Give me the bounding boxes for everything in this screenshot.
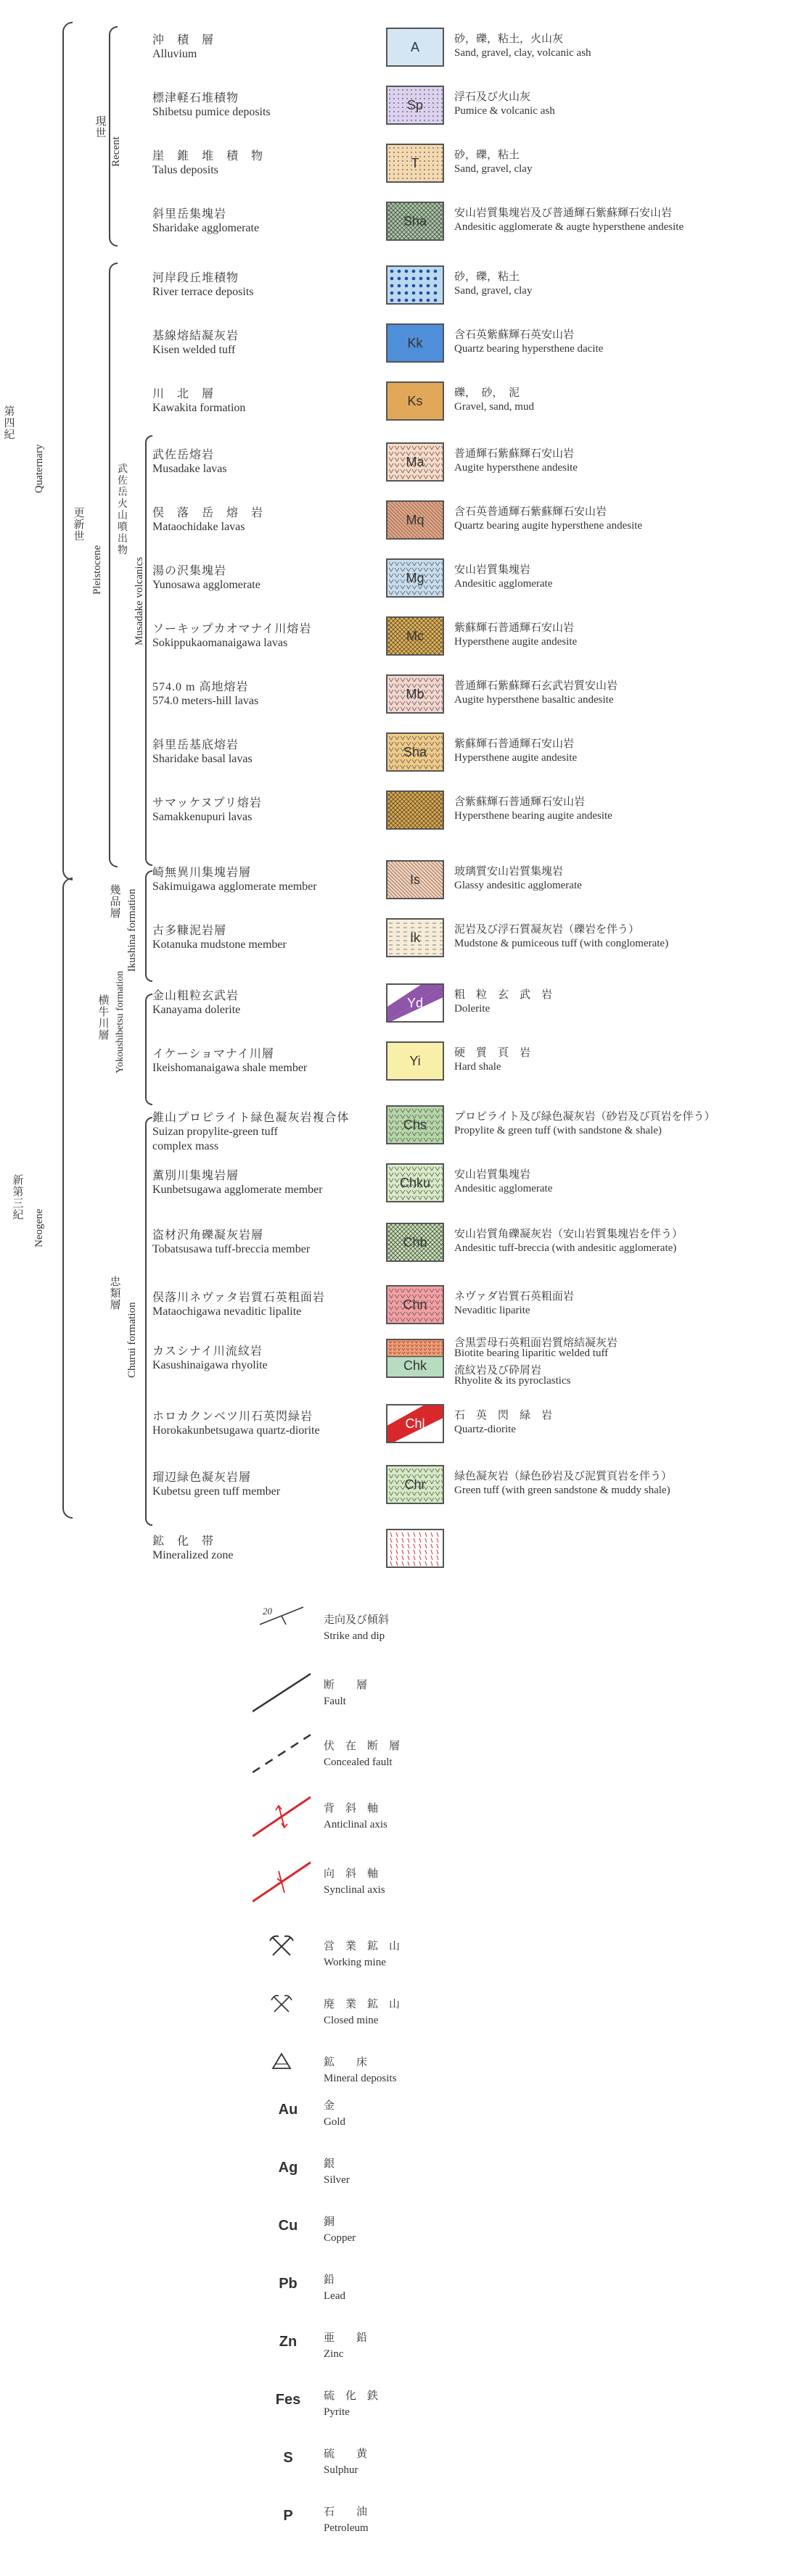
unit-desc-jp: 硬 質 頁 岩 <box>454 1047 531 1059</box>
unit-swatch <box>386 144 444 183</box>
unit-desc-en: Andesitic agglomerate <box>454 1183 553 1194</box>
unit-swatch <box>386 674 444 714</box>
unit-desc-en: Propylite & green tuff (with sandstone & shale) <box>454 1125 662 1136</box>
unit-symbol: Sha <box>403 744 427 759</box>
symbol-row <box>0 1791 804 1857</box>
legend-row <box>0 1041 804 1088</box>
unit-name-en: Sakimuigawa agglomerate member <box>152 880 317 893</box>
unit-desc-en: Glassy andesitic agglomerate <box>454 880 582 891</box>
unit-symbol: Chs <box>403 1117 427 1132</box>
unit-name-en: Kanayama dolerite <box>152 1004 241 1016</box>
recent-jp-label: 現世 <box>95 116 107 139</box>
unit-name-jp: 古多糠泥岩層 <box>152 925 227 937</box>
legend-row <box>0 202 804 248</box>
unit-name-jp: 瑠辺緑色凝灰岩層 <box>152 1471 252 1484</box>
legend-row <box>0 1529 804 1575</box>
unit-name-jp: ソーキップカオマナイ川熔岩 <box>152 623 312 635</box>
unit-desc-en-2: Rhyolite & its pyroclastics <box>454 1375 571 1387</box>
symbol-row <box>0 1987 804 2052</box>
symbol-label-en: Lead <box>324 2290 345 2302</box>
unit-symbol: Mg <box>406 570 424 585</box>
unit-swatch <box>386 1041 444 1081</box>
unit-name-jp: ホロカクンベツ川石英閃緑岩 <box>152 1411 313 1423</box>
legend-row <box>0 1163 804 1210</box>
element-symbol: Ag <box>278 2160 298 2176</box>
unit-swatch <box>386 1529 444 1568</box>
symbol-label-jp: 鉱 床 <box>324 2057 368 2068</box>
unit-desc-en: Hypersthene augite andesite <box>454 636 578 648</box>
legend-row <box>0 860 804 907</box>
unit-desc-jp: 安山岩質集塊岩 <box>454 564 531 576</box>
unit-name-en: Mataochidake lavas <box>152 521 245 533</box>
unit-name-jp: 基線熔結凝灰岩 <box>152 330 239 342</box>
legend-row <box>0 918 804 965</box>
symbol-row <box>0 1668 804 1733</box>
unit-swatch <box>386 1465 444 1504</box>
dip-value: 20 <box>263 1606 272 1617</box>
unit-name-jp: 錐山プロピライト緑色凝灰岩複合体 <box>152 1112 350 1124</box>
unit-desc-jp: 紫蘇輝石普通輝石安山岩 <box>454 738 575 750</box>
symbol-label-jp: 伏 在 断 層 <box>324 1741 401 1752</box>
unit-desc-jp: 含石英紫蘇輝石英安山岩 <box>454 329 575 341</box>
unit-swatch <box>386 1105 444 1144</box>
unit-swatch <box>386 381 444 421</box>
symbol-row <box>0 2205 804 2270</box>
unit-desc-jp: 安山岩質角礫凝灰岩（安山岩質集塊岩を伴う） <box>454 1229 684 1240</box>
unit-swatch <box>386 323 444 363</box>
recent-en-label: Recent <box>110 136 122 167</box>
unit-swatch <box>386 86 444 125</box>
unit-name-jp: 河岸段丘堆積物 <box>152 272 239 284</box>
unit-desc-en: Sand, gravel, clay <box>454 285 533 297</box>
legend-row <box>0 983 804 1030</box>
swatch-pattern <box>387 267 443 303</box>
unit-symbol: Mb <box>406 686 424 701</box>
unit-symbol: Mq <box>406 512 424 527</box>
unit-name-en: Talus deposits <box>152 164 218 176</box>
unit-swatch <box>386 732 444 772</box>
legend-row <box>0 558 804 605</box>
churui-en-label: Churui formation <box>126 1302 138 1378</box>
unit-desc-en: Dolerite <box>454 1003 491 1015</box>
symbol-label-jp: 鉛 <box>324 2274 335 2286</box>
unit-desc-en: Andesitic agglomerate & augte hypersthene andesite <box>454 221 684 233</box>
symbol-label-en: Working mine <box>324 1957 386 1968</box>
symbol-label-jp: 石 油 <box>324 2506 368 2518</box>
unit-name-jp: 武佐岳熔岩 <box>152 449 215 461</box>
unit-swatch <box>386 1404 444 1443</box>
symbol-label-en: Gold <box>324 2116 345 2128</box>
symbol-label-jp: 廃 業 鉱 山 <box>324 1999 401 2010</box>
unit-swatch <box>386 860 444 899</box>
legend-row <box>0 381 804 428</box>
unit-desc-jp: 普通輝石紫蘇輝石玄武岩質安山岩 <box>454 680 618 692</box>
symbol-label-en: Pyrite <box>324 2406 350 2418</box>
legend-row <box>0 616 804 663</box>
unit-swatch <box>386 442 444 482</box>
legend-row <box>0 790 804 837</box>
unit-name-en: Sharidake agglomerate <box>152 222 260 234</box>
unit-name-en: Mineralized zone <box>152 1549 234 1561</box>
unit-name-en: Yunosawa agglomerate <box>152 579 261 591</box>
unit-name-jp: イケーショマナイ川層 <box>152 1048 274 1060</box>
unit-desc-jp: 泥岩及び浮石質凝灰岩（礫岩を伴う） <box>454 924 640 936</box>
unit-desc-jp: 紫蘇輝石普通輝石安山岩 <box>454 622 575 634</box>
symbol-label-jp: 硫 化 鉄 <box>324 2390 379 2402</box>
symbol-row <box>0 1857 804 1922</box>
unit-name-jp: 崖 錐 堆 積 物 <box>152 150 264 162</box>
unit-desc-en: Nevaditic liparite <box>454 1305 530 1316</box>
legend-row <box>0 1404 804 1450</box>
unit-name-jp: 崎無異川集塊岩層 <box>152 867 252 879</box>
musadake-jp-label: 武佐岳火山噴出物 <box>118 464 128 556</box>
unit-name-en: Kunbetsugawa agglomerate member <box>152 1184 323 1196</box>
unit-symbol: T <box>411 155 419 170</box>
unit-name-jp: 川 北 層 <box>152 388 215 400</box>
symbol-row <box>0 2147 804 2212</box>
unit-desc-jp: 浮石及び火山灰 <box>454 91 531 103</box>
symbol-label-jp: 銀 <box>324 2158 335 2170</box>
symbol-label-en: Petroleum <box>324 2522 369 2534</box>
legend-row <box>0 732 804 779</box>
unit-name-en: Kisen welded tuff <box>152 344 236 356</box>
symbol-label-en: Anticlinal axis <box>324 1819 387 1830</box>
element-symbol: S <box>283 2450 293 2466</box>
unit-name-jp: カスシナイ川流紋岩 <box>152 1345 263 1358</box>
unit-desc-en: Green tuff (with green sandstone & muddy shale) <box>454 1485 670 1496</box>
unit-symbol: Ks <box>407 393 423 408</box>
element-symbol: P <box>283 2508 293 2524</box>
unit-name-jp: サマッケヌプリ熔岩 <box>152 797 262 809</box>
unit-desc-jp: 玻璃質安山岩質集塊岩 <box>454 866 564 878</box>
unit-name-en: Sokippukaomanaigawa lavas <box>152 637 288 649</box>
unit-desc-en: Quartz-diorite <box>454 1424 516 1435</box>
element-symbol: Pb <box>279 2276 298 2292</box>
ikushina-jp-label: 幾品層 <box>110 885 121 920</box>
unit-symbol: Chk <box>403 1358 427 1373</box>
unit-name-en: Kawakita formation <box>152 402 246 414</box>
symbol-row <box>0 2437 804 2502</box>
unit-symbol: Chku <box>399 1175 431 1190</box>
symbol-label-en: Silver <box>324 2174 350 2186</box>
unit-symbol: Sp <box>406 97 424 112</box>
unit-name-jp: 斜里岳集塊岩 <box>152 208 227 220</box>
unit-desc-jp: 含紫蘇輝石普通輝石安山岩 <box>454 796 586 808</box>
symbol-label-jp: 亜 鉛 <box>324 2332 368 2344</box>
unit-name-en: Alluvium <box>152 48 197 60</box>
unit-swatch <box>386 918 444 957</box>
legend-row <box>0 265 804 312</box>
unit-desc-en: Augite hypersthene basaltic andesite <box>454 694 614 706</box>
unit-desc-jp: 含黒雲母石英粗面岩質熔結凝灰岩 <box>454 1337 618 1349</box>
unit-desc-jp: 石 英 閃 緑 岩 <box>454 1410 553 1421</box>
unit-name-en: Ikeishomanaigawa shale member <box>152 1062 308 1074</box>
unit-desc-jp: 緑色凝灰岩（緑色砂岩及び泥質頁岩を伴う） <box>454 1471 673 1482</box>
unit-swatch <box>386 265 444 305</box>
unit-symbol: Chb <box>403 1234 427 1250</box>
unit-name-en: Kasushinaigawa rhyolite <box>152 1359 268 1371</box>
unit-symbol: Yi <box>409 1053 421 1068</box>
neogene-en-label: Neogene <box>33 1208 45 1247</box>
pleistocene-jp-label: 更新世 <box>73 508 85 542</box>
legend-row <box>0 1339 804 1385</box>
unit-symbol: Chr <box>404 1477 426 1492</box>
unit-desc-en: Biotite bearing liparitic welded tuff <box>454 1347 609 1359</box>
symbol-row <box>0 1603 804 1668</box>
symbol-row <box>0 1929 804 1994</box>
unit-name-en-2: complex mass <box>152 1140 219 1152</box>
unit-name-en: Samakkenupuri lavas <box>152 811 253 823</box>
unit-name-jp: 薫別川集塊岩層 <box>152 1170 239 1182</box>
unit-desc-jp: 砂，礫，粘土 <box>454 271 520 283</box>
symbol-label-jp: 断 層 <box>324 1680 368 1691</box>
unit-name-en: Kubetsu green tuff member <box>152 1485 281 1498</box>
unit-desc-en: Hypersthene bearing augite andesite <box>454 810 612 822</box>
neogene-jp-label: 新第三紀 <box>12 1175 24 1221</box>
unit-name-jp: 金山粗粒玄武岩 <box>152 990 239 1002</box>
unit-swatch <box>386 500 444 540</box>
unit-symbol: Is <box>409 872 420 887</box>
unit-desc-en: Andesitic agglomerate <box>454 578 553 590</box>
unit-swatch <box>386 1285 444 1324</box>
unit-swatch <box>386 28 444 67</box>
swatch-pattern <box>387 792 443 828</box>
unit-desc-jp: ネヴァダ岩質石英粗面岩 <box>454 1291 574 1303</box>
unit-symbol: Yd <box>406 995 424 1010</box>
symbol-label-en: Strike and dip <box>324 1630 385 1642</box>
symbol-label-en: Concealed fault <box>324 1756 393 1768</box>
legend-row <box>0 28 804 74</box>
element-symbol: Au <box>278 2102 298 2118</box>
unit-name-jp: 標津軽石堆積物 <box>152 92 239 104</box>
symbol-label-en: Synclinal axis <box>324 1884 385 1896</box>
symbol-label-en: Zinc <box>324 2348 344 2360</box>
unit-name-en: Suizan propylite-green tuff <box>152 1126 278 1138</box>
unit-desc-en: Gravel, sand, mud <box>454 401 534 413</box>
legend-row <box>0 86 804 132</box>
yokoushibetsu-jp-label: 横牛川層 <box>98 995 110 1041</box>
unit-swatch <box>386 983 444 1023</box>
unit-symbol: Ik <box>409 930 420 945</box>
unit-desc-en: Mudstone & pumiceous tuff (with conglomerate) <box>454 938 669 949</box>
unit-desc-en: Pumice & volcanic ash <box>454 105 555 117</box>
unit-symbol: Mc <box>406 628 424 643</box>
unit-desc-en: Sand, gravel, clay <box>454 163 533 175</box>
unit-desc-en: Augite hypersthene andesite <box>454 462 578 474</box>
symbol-row <box>0 2263 804 2328</box>
yokoushibetsu-en-label: Yokoushibetsu formation <box>115 970 126 1073</box>
unit-swatch <box>386 1339 444 1378</box>
unit-name-jp: 斜里岳基底熔岩 <box>152 739 239 751</box>
unit-name-en: River terrace deposits <box>152 286 254 298</box>
legend-row <box>0 1465 804 1511</box>
legend-row <box>0 1105 804 1152</box>
symbol-label-en: Copper <box>324 2232 356 2244</box>
unit-desc-en: Andesitic tuff-breccia (with andesitic agglomerate) <box>454 1242 677 1254</box>
unit-desc-jp: 砂，礫，粘土，火山灰 <box>454 33 564 45</box>
unit-swatch <box>386 790 444 830</box>
unit-desc-jp-2: 流紋岩及び砕屑岩 <box>454 1365 542 1376</box>
unit-swatch <box>386 616 444 656</box>
unit-name-en: Musadake lavas <box>152 463 227 475</box>
unit-swatch <box>386 1223 444 1262</box>
unit-symbol: Kk <box>407 335 423 350</box>
symbol-label-jp: 走向及び傾斜 <box>324 1614 390 1626</box>
unit-desc-jp: 含石英普通輝石紫蘇輝石安山岩 <box>454 506 607 518</box>
unit-desc-jp: 粗 粒 玄 武 岩 <box>454 989 553 1001</box>
swatch-pattern <box>387 1530 443 1566</box>
unit-desc-en: Sand, gravel, clay, volcanic ash <box>454 47 591 59</box>
legend-row <box>0 1285 804 1332</box>
unit-name-jp: 俣落川ネヴァタ岩質石英粗面岩 <box>152 1292 325 1304</box>
musadake-en-label: Musadake volcanics <box>134 556 145 645</box>
symbol-label-jp: 硫 黄 <box>324 2448 368 2460</box>
symbol-label-en: Mineral deposits <box>324 2073 397 2084</box>
symbol-label-en: Sulphur <box>324 2464 358 2476</box>
symbol-label-jp: 背 斜 軸 <box>324 1803 379 1815</box>
symbol-row <box>0 2495 804 2560</box>
unit-swatch <box>386 558 444 598</box>
symbol-label-jp: 向 斜 軸 <box>324 1868 379 1880</box>
symbol-label-jp: 銅 <box>324 2216 335 2228</box>
churui-jp-label: 忠類層 <box>110 1276 121 1311</box>
unit-desc-jp: 普通輝石紫蘇輝石安山岩 <box>454 448 575 460</box>
unit-name-jp: 盗材沢角礫凝灰岩層 <box>152 1229 264 1242</box>
symbol-label-jp: 営 業 鉱 山 <box>324 1941 401 1952</box>
unit-name-en: Tobatsusawa tuff-breccia member <box>152 1243 311 1255</box>
element-symbol: Zn <box>279 2334 298 2350</box>
unit-desc-jp: 砂，礫，粘土 <box>454 149 520 161</box>
pleistocene-en-label: Pleistocene <box>91 545 103 595</box>
unit-desc-jp: 礫， 砂， 泥 <box>454 387 520 399</box>
unit-name-jp: 湯の沢集塊岩 <box>152 565 227 577</box>
unit-desc-en: Quartz bearing augite hypersthene andesite <box>454 520 643 532</box>
legend-row <box>0 442 804 489</box>
unit-symbol: Sha <box>403 213 427 228</box>
unit-symbol: Chl <box>405 1416 425 1431</box>
unit-symbol: Chn <box>403 1297 427 1312</box>
unit-desc-jp: 安山岩質集塊岩及び普通輝石紫蘇輝石安山岩 <box>454 207 673 219</box>
symbol-row <box>0 1729 804 1794</box>
unit-desc-jp: 安山岩質集塊岩 <box>454 1169 531 1181</box>
unit-symbol: Ma <box>406 454 424 469</box>
element-symbol: Fes <box>275 2392 301 2408</box>
unit-name-en: Horokakunbetsugawa quartz-diorite <box>152 1424 320 1437</box>
unit-name-jp: 鉱 化 帯 <box>152 1535 215 1548</box>
unit-name-en: Shibetsu pumice deposits <box>152 106 271 118</box>
quaternary-en-label: Quaternary <box>33 444 45 493</box>
symbol-label-en: Closed mine <box>324 2015 379 2026</box>
unit-desc-en: Hypersthene augite andesite <box>454 752 578 764</box>
legend-row <box>0 674 804 721</box>
unit-name-jp: 俣 落 岳 熔 岩 <box>152 507 264 519</box>
unit-name-en: Kotanuka mudstone member <box>152 938 287 951</box>
unit-desc-en: Quartz bearing hypersthene dacite <box>454 343 604 355</box>
symbol-label-jp: 金 <box>324 2100 335 2112</box>
legend-row <box>0 144 804 190</box>
quaternary-jp-label: 第四紀 <box>4 406 15 441</box>
legend-row <box>0 500 804 547</box>
symbol-row <box>0 2321 804 2386</box>
legend-row <box>0 323 804 370</box>
unit-desc-en: Hard shale <box>454 1061 501 1073</box>
unit-name-jp: 574.0 m 高地熔岩 <box>152 681 249 693</box>
unit-swatch <box>386 1163 444 1202</box>
symbol-row <box>0 2089 804 2154</box>
ikushina-en-label: Ikushina formation <box>126 888 138 972</box>
unit-name-en: 574.0 meters-hill lavas <box>152 695 259 707</box>
legend-row <box>0 1223 804 1269</box>
unit-desc-jp: プロピライト及び緑色凝灰岩（砂岩及び頁岩を伴う） <box>454 1111 715 1123</box>
unit-name-en: Mataochigawa nevaditic lipalite <box>152 1305 302 1318</box>
symbol-label-en: Fault <box>324 1696 346 1707</box>
unit-swatch <box>386 202 444 241</box>
unit-symbol: A <box>410 39 419 54</box>
unit-name-jp: 沖 積 層 <box>152 34 215 46</box>
symbol-row <box>0 2379 804 2444</box>
element-symbol: Cu <box>278 2218 298 2234</box>
unit-name-en: Sharidake basal lavas <box>152 753 253 765</box>
